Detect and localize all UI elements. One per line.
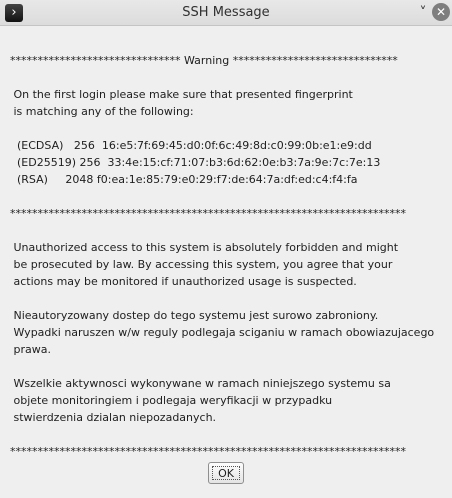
ok-button-label: OK [212,466,240,480]
message-line: Unauthorized access to this system is absolutely forbidden and might [10,241,399,254]
message-line: be prosecuted by law. By accessing this system, you agree that your [10,258,393,271]
title-bar[interactable] [0,0,452,26]
message-line: Wypadki naruszen w/w reguly podlegaja sciganiu w ramach obowiazujacego [10,326,435,339]
message-line: is matching any of the following: [10,105,194,118]
chevron-down-icon[interactable]: ˅ [419,5,427,21]
message-line: Nieautoryzowany dostep do tego systemu jest surowo zabroniony. [10,309,379,322]
message-line [10,188,442,205]
window-title: SSH Message [182,5,270,20]
message-line [10,358,442,375]
message-line: ************************************************************************ [10,445,406,458]
message-line: stwierdzenia dzialan niepozadanych. [10,411,217,424]
ok-button[interactable] [208,462,244,484]
message-line: (ECDSA) 256 16:e5:7f:69:45:d0:0f:6c:49:8d:c0:99:0b:e1:e9:dd [10,139,372,152]
message-line: Wszelkie aktywnosci wykonywane w ramach niniejszego systemu sa [10,377,391,390]
message-line [10,426,442,443]
message-line [10,120,442,137]
terminal-icon: › [5,4,23,22]
message-text [10,52,442,460]
message-line: prawa. [10,343,51,356]
message-line: objete monitoringiem i podlegaja weryfikacji w przypadku [10,394,333,407]
message-line: (ED25519) 256 33:4e:15:cf:71:07:b3:6d:62:0e:b3:7a:9e:7c:7e:13 [10,156,381,169]
message-line: On the first login please make sure that presented fingerprint [10,88,353,101]
message-line: ******************************* Warning ****************************** [10,54,398,67]
message-line [10,69,442,86]
message-line [10,290,442,307]
message-line [10,222,442,239]
message-line: ************************************************************************ [10,207,406,220]
message-line: actions may be monitored if unauthorized usage is suspected. [10,275,357,288]
message-line: (RSA) 2048 f0:ea:1e:85:79:e0:29:f7:de:64:7a:df:ed:c4:f4:fa [10,173,358,186]
close-icon[interactable]: ✕ [432,3,450,21]
